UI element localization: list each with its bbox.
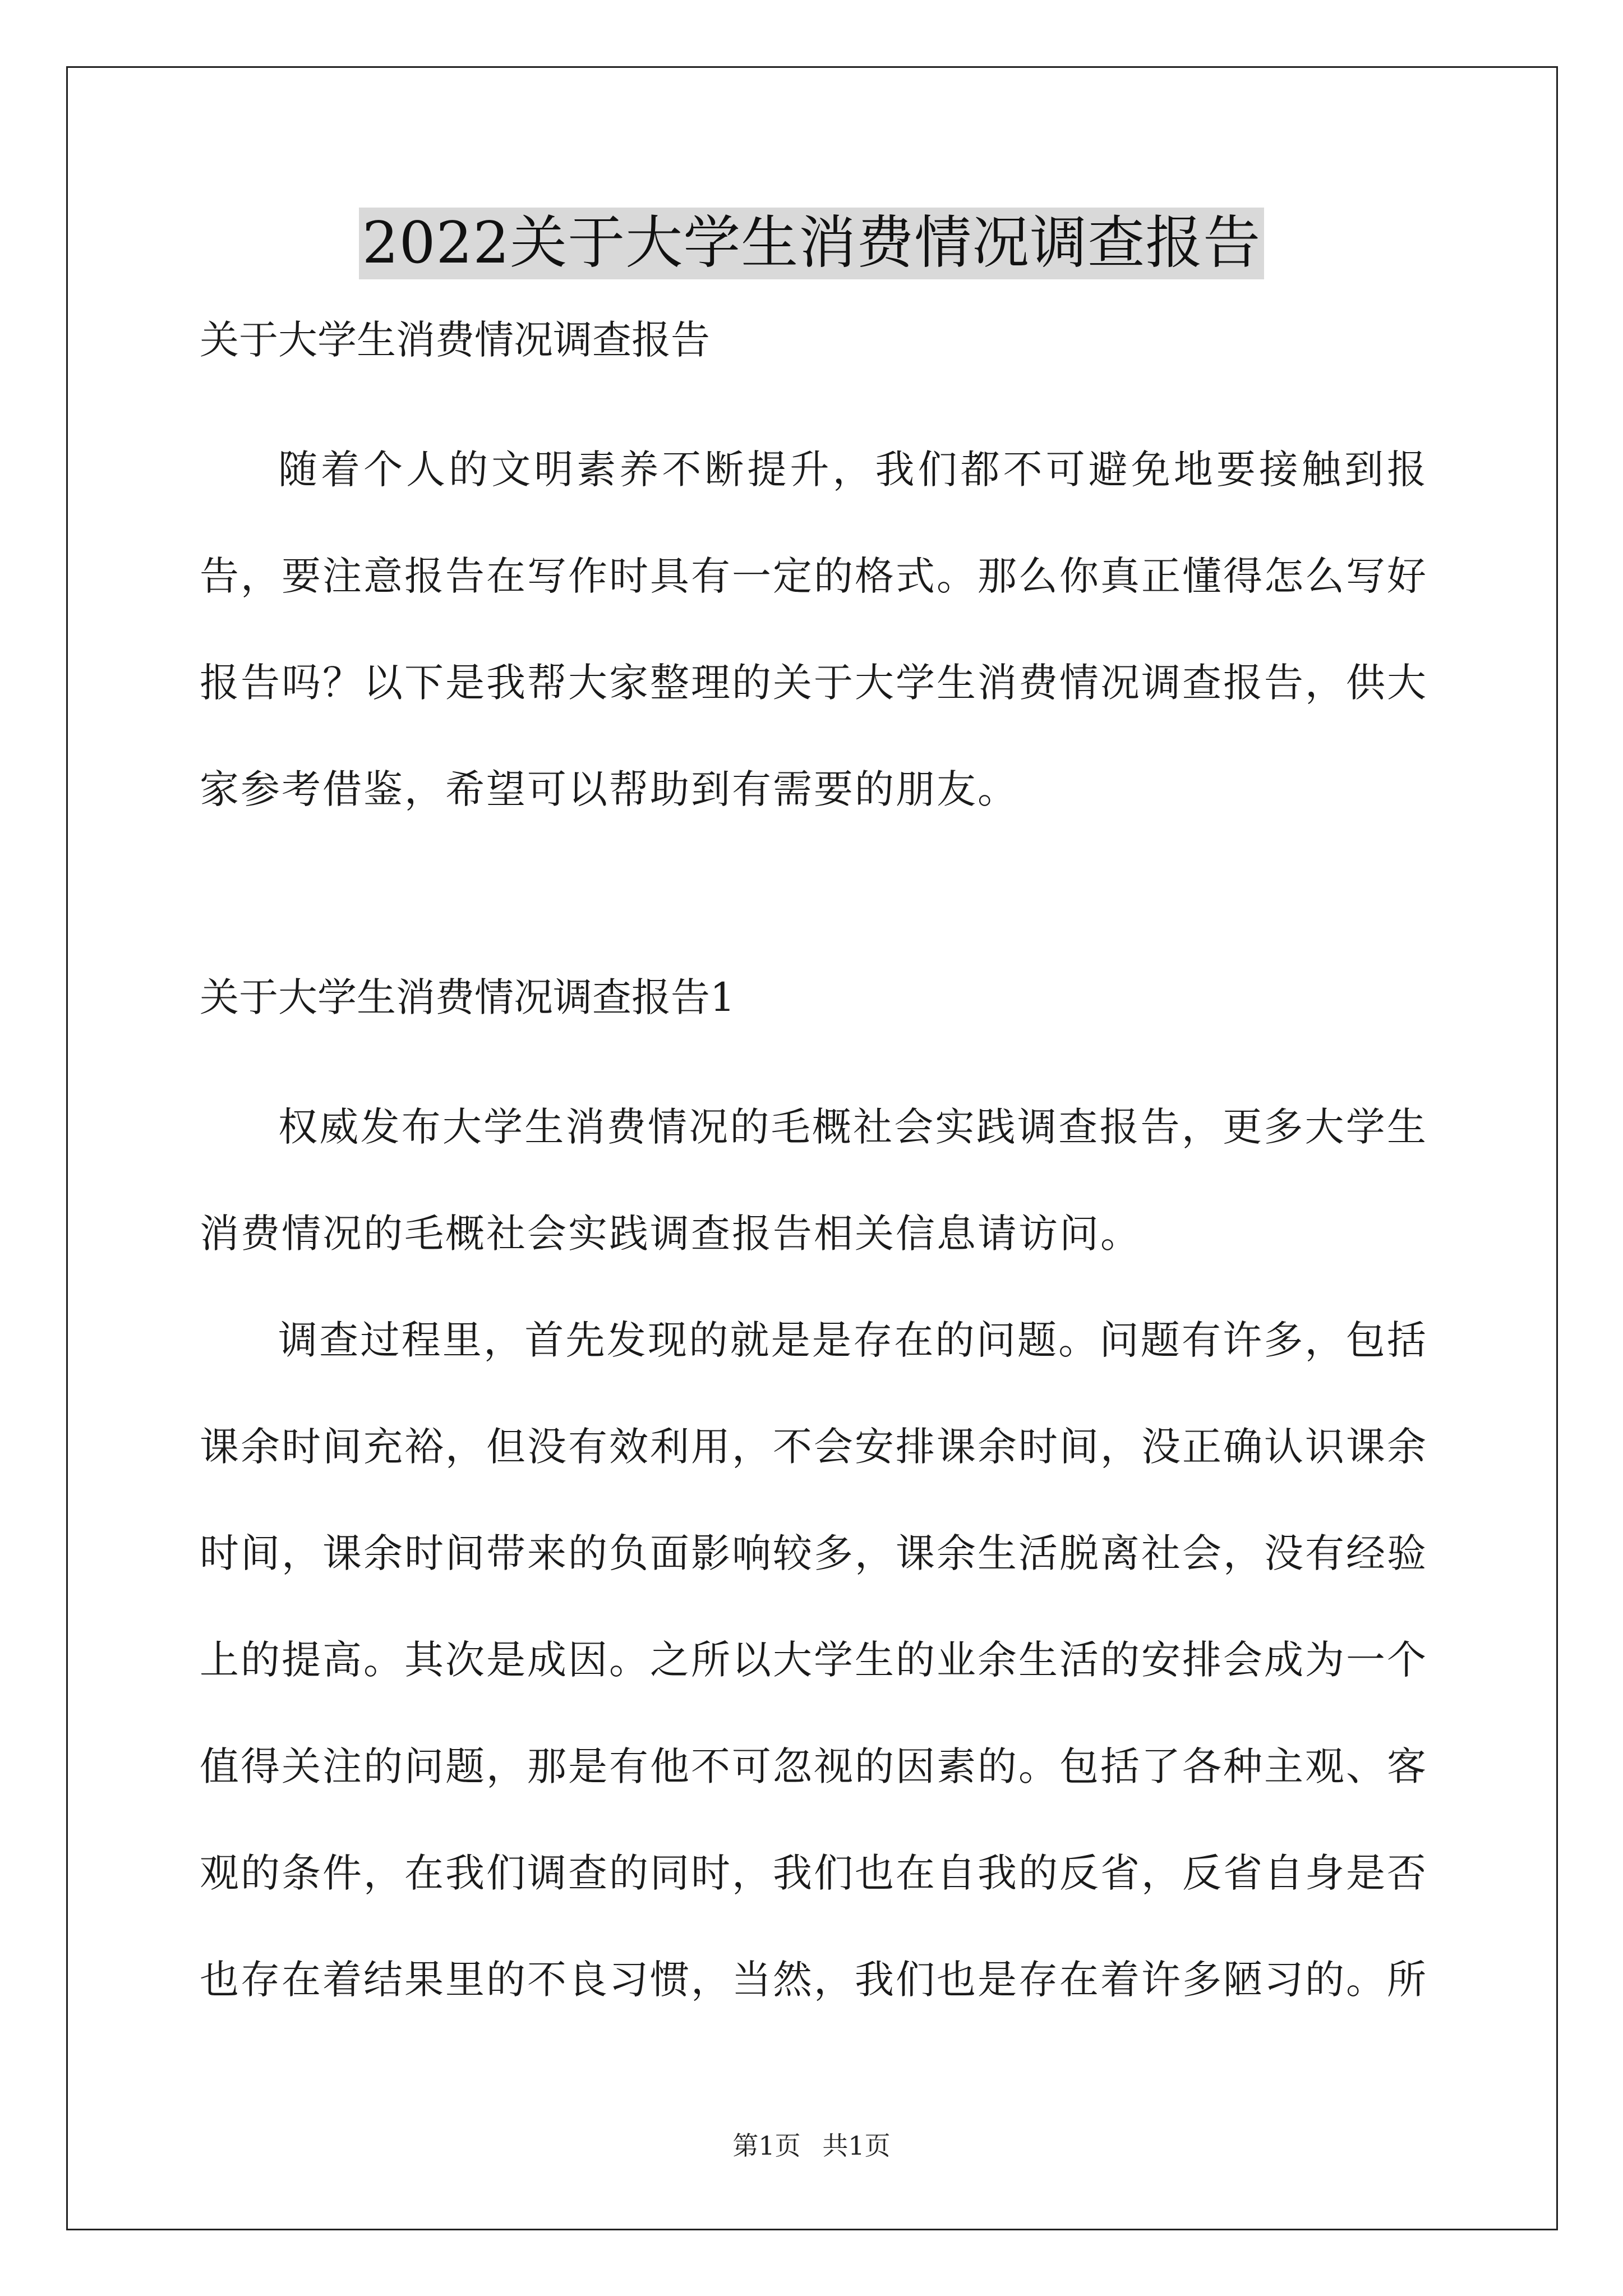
spacer xyxy=(200,1023,1428,1074)
document-body xyxy=(200,314,1428,2033)
section-paragraph-2: 调查过程里，首先发现的就是是存在的问题。问题有许多，包括课余时间充裕，但没有效利用，不会安排课余时间，没正确认识课余时间，课余时间带来的负面影响较多，课余生活脱离社会，没有经验上的提高。其次是成因。之所以大学生的业余生活的安排会成为一个值得关注的问题，那是有他不可忽视的因素的。包括了各种主观、客观的条件，在我们调查的同时，我们也在自我的反省，反省自身是否也存在着结果里的不良习惯，当然，我们也是存在着许多陋习的。所 xyxy=(200,1317,1428,2003)
document-title: 2022关于大学生消费情况调查报告 xyxy=(359,208,1265,279)
intro-paragraph: 随着个人的文明素养不断提升，我们都不可避免地要接触到报告，要注意报告在写作时具有一定的格式。那么你真正懂得怎么写好报告吗？以下是我帮大家整理的关于大学生消费情况调查报告，供大家参考借鉴，希望可以帮助到有需要的朋友。 xyxy=(200,447,1428,812)
page-total: 共1页 xyxy=(822,2131,891,2161)
page-footer xyxy=(0,2129,1623,2162)
spacer xyxy=(200,366,1428,416)
section-heading: 关于大学生消费情况调查报告1 xyxy=(200,974,735,1020)
title-container xyxy=(0,208,1623,279)
spacer xyxy=(200,843,1428,972)
section-paragraph-1: 权威发布大学生消费情况的毛概社会实践调查报告，更多大学生消费情况的毛概社会实践调查报告相关信息请访问。 xyxy=(200,1104,1428,1257)
page-number: 第1页 xyxy=(732,2131,801,2161)
document-subtitle: 关于大学生消费情况调查报告 xyxy=(200,317,710,363)
